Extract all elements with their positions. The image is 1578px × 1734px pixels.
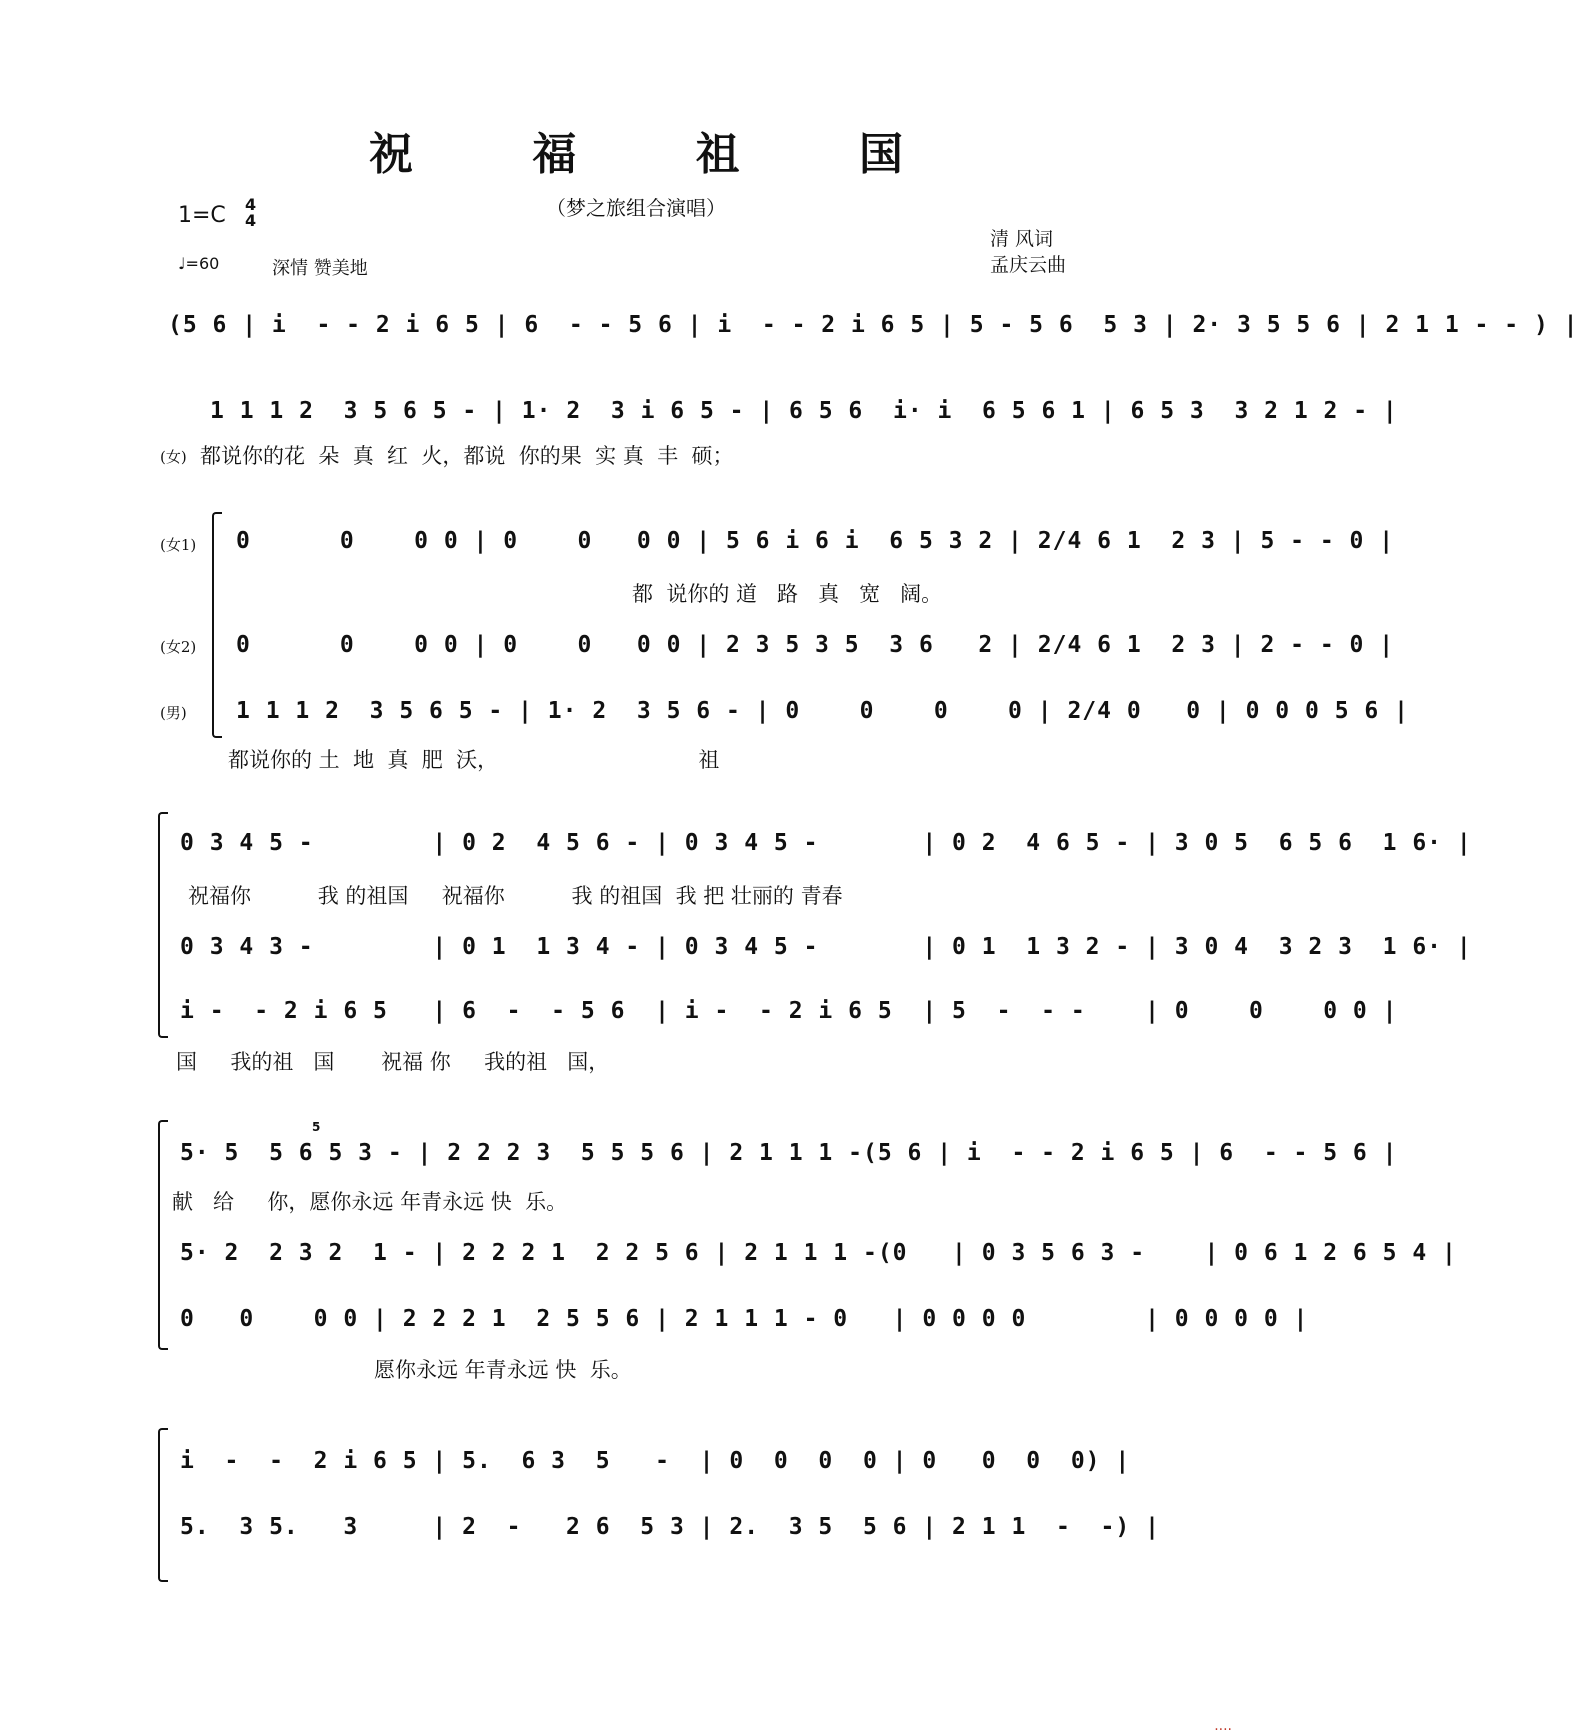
chorus-mid-notes: 0 3 4 3 - | 0 1 1 3 4 - | 0 3 4 5 - | 0 1 1 3 2 - | 3 0 4 3 2 3 1 6· | (180, 934, 1472, 960)
system5-top-lyrics: 献 给 你，愿你永远 年青永远 快 乐。 (172, 1190, 568, 1214)
expression-mark: 深情 赞美地 (272, 258, 368, 279)
male-notes: 1 1 1 2 3 5 6 5 - | 1· 2 3 5 6 - | 0 0 0 0 | 2/4 0 0 | 0 0 0 5 6 | (236, 698, 1409, 724)
time-signature-top: 4 (245, 195, 257, 214)
female2-notes: 0 0 0 0 | 0 0 0 0 | 2 3 5 3 5 3 6 2 | 2/4 6 1 2 3 | 2 - - 0 | (236, 632, 1395, 658)
time-signature-bottom: 4 (245, 211, 257, 230)
system-brace (158, 1120, 168, 1350)
system-brace (158, 812, 168, 1038)
voice-label-female: (女) (160, 448, 187, 466)
lyricist-credit: 清 风词 (990, 228, 1054, 250)
system6-top-notes: i - - 2 i 6 5 | 5. 6 3 5 - | 0 0 0 0 | 0 0 0 0) | (180, 1448, 1131, 1474)
system-brace (158, 1428, 168, 1582)
system-brace (212, 512, 222, 738)
verse-lyrics: 都说你的花 朵 真 红 火，都说 你的果 实 真 丰 硕； (200, 444, 734, 468)
female1-notes: 0 0 0 0 | 0 0 0 0 | 5 6 i 6 i 6 5 3 2 | 2/4 6 1 2 3 | 5 - - 0 | (236, 528, 1395, 554)
watermark: .... (1214, 1718, 1232, 1734)
chorus-low-lyrics: 国 我的祖 国 祝福 你 我的祖 国， (176, 1050, 610, 1074)
tempo-mark: ♩=60 (178, 254, 220, 273)
performer-subtitle: （梦之旅组合演唱） (546, 196, 726, 220)
verse-notes: 1 1 1 2 3 5 6 5 - | 1· 2 3 i 6 5 - | 6 5 6 i· i 6 5 6 1 | 6 5 3 3 2 1 2 - | (210, 398, 1398, 424)
system6-low-notes: 5. 3 5. 3 | 2 - 2 6 5 3 | 2. 3 5 5 6 | 2 1 1 - -) | (180, 1514, 1160, 1540)
key-signature: 1=C (178, 203, 226, 228)
composer-credit: 孟庆云曲 (990, 254, 1067, 276)
female1-lyrics: 都 说你的 道 路 真 宽 阔。 (632, 582, 943, 606)
male-lyrics: 都说你的 土 地 真 肥 沃， 祖 (228, 748, 720, 772)
voice-label-female1: (女1) (160, 536, 197, 554)
chorus-low-notes: i - - 2 i 6 5 | 6 - - 5 6 | i - - 2 i 6 5 | 5 - - - | 0 0 0 0 | (180, 998, 1398, 1024)
system5-low-lyrics: 愿你永远 年青永远 快 乐。 (374, 1358, 632, 1382)
system5-low-notes: 0 0 0 0 | 2 2 2 1 2 5 5 6 | 2 1 1 1 - 0 | 0 0 0 0 | 0 0 0 0 | (180, 1306, 1309, 1332)
intro-notes: (5 6 | i - - 2 i 6 5 | 6 - - 5 6 | i - - 2 i 6 5 | 5 - 5 6 5 3 | 2· 3 5 5 6 | 2 1 1 - - ) | (168, 312, 1578, 338)
time-signature (245, 197, 256, 229)
grace-note: 5 (312, 1120, 321, 1134)
voice-label-female2: (女2) (160, 638, 197, 656)
system5-mid-notes: 5· 2 2 3 2 1 - | 2 2 2 1 2 2 5 6 | 2 1 1 1 -(0 | 0 3 5 6 3 - | 0 6 1 2 6 5 4 | (180, 1240, 1457, 1266)
song-title: 祝 福 祖 国 (369, 129, 955, 180)
chorus-top-lyrics: 祝福你 我 的祖国 祝福你 我 的祖国 我 把 壮丽的 青春 (188, 884, 843, 908)
chorus-top-notes: 0 3 4 5 - | 0 2 4 5 6 - | 0 3 4 5 - | 0 2 4 6 5 - | 3 0 5 6 5 6 1 6· | (180, 830, 1472, 856)
system5-top-notes: 5· 5 5 6 5 3 - | 2 2 2 3 5 5 5 6 | 2 1 1 1 -(5 6 | i - - 2 i 6 5 | 6 - - 5 6 | (180, 1140, 1398, 1166)
voice-label-male: (男) (160, 704, 187, 722)
